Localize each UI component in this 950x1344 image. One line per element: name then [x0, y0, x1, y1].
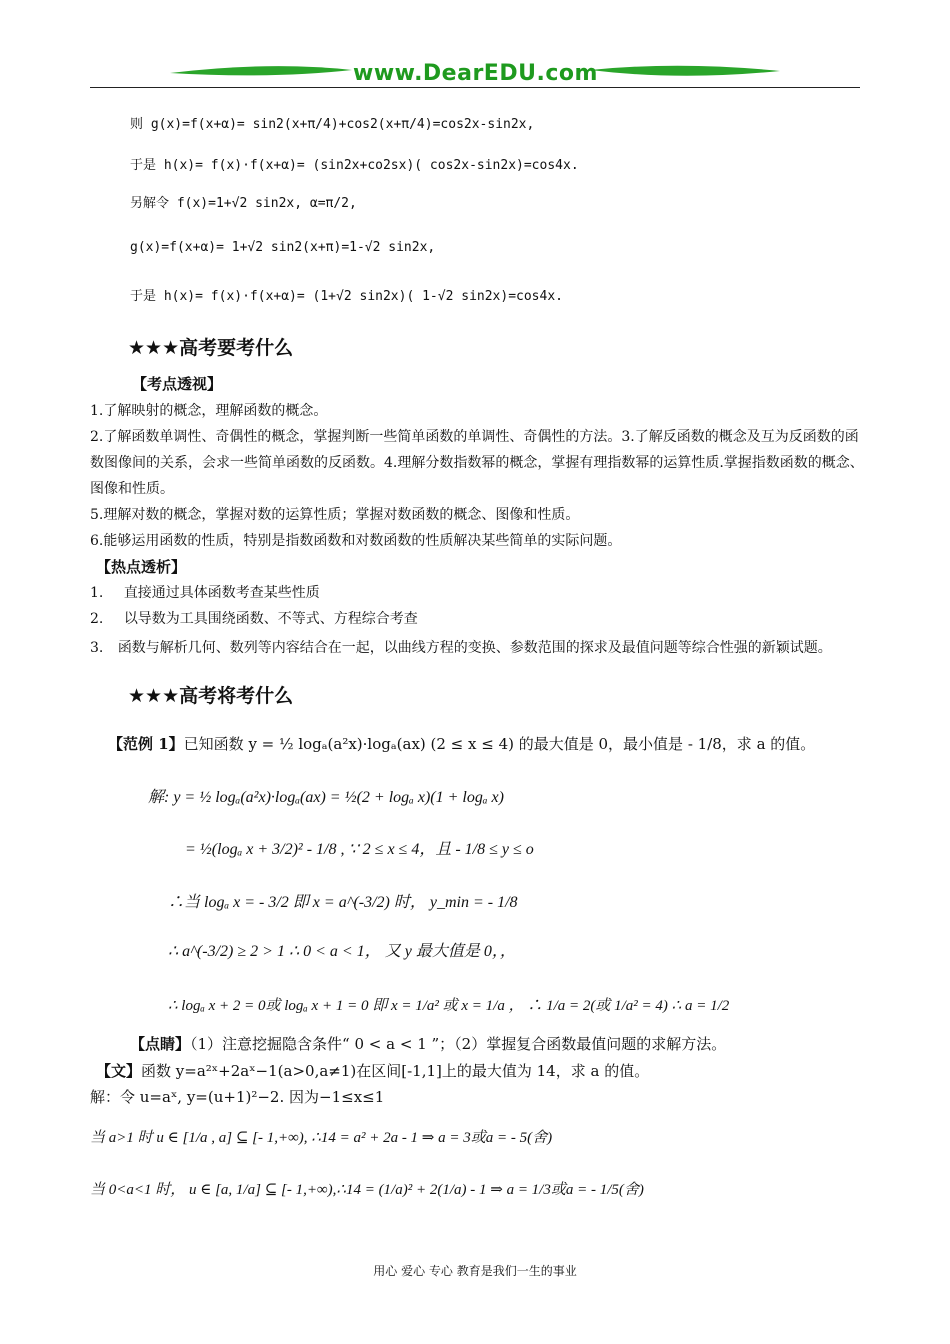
hot-topic-text: 以导数为工具围绕函数、不等式、方程综合考查: [123, 611, 418, 627]
wen-label: 【文】: [96, 1062, 142, 1080]
page-footer: 用心 爱心 专心 教育是我们一生的事业: [373, 1264, 577, 1278]
hot-topic-text: 直接通过具体函数考查某些性质: [123, 585, 320, 601]
hot-topic-item: [90, 635, 865, 661]
solution-line-1: [130, 115, 534, 135]
hot-topic-text: 函数与解析几何、数列等内容结合在一起，以曲线方程的变换、参数范围的探求及最值问题等综合性强的新颖试题。: [117, 640, 832, 656]
solution-line-2: 于是 h(x)= f(x)·f(x+α)= (sin2x+co2sx)( cos2x-sin2x)=cos4x.: [130, 158, 579, 173]
example-label: 【范例 1】: [108, 735, 184, 753]
key-point-item: 1.了解映射的概念，理解函数的概念。: [90, 403, 328, 419]
subheading-hot-topics: 【热点透析】: [96, 558, 187, 576]
solution-line-5: 于是 h(x)= f(x)·f(x+α)= (1+√2 sin2x)( 1-√2 sin2x)=cos4x.: [130, 289, 563, 304]
example-solution-line-5: ∴ logₐ x + 2 = 0或 logₐ x + 1 = 0 即 x = 1/a² 或 x = 1/a ， ∴ 1/a = 2(或 1/a² = 4) ∴ a = 1/2: [168, 998, 730, 1014]
wen-case-a-between-0-1: 当 0<a<1 时， u ∈ [a, 1/a] ⊆ [- 1,+∞),∴14 = (1/a)² + 2(1/a) - 1 ⇒ a = 1/3或a = - 1/5(舍): [90, 1182, 644, 1198]
wen-solution-intro: 解：令 u=aˣ, y=(u+1)²−2. 因为−1≤x≤1: [90, 1088, 385, 1106]
key-insight: [130, 1034, 726, 1054]
key-point-item: 6.能够运用函数的性质，特别是指数函数和对数函数的性质解决某些简单的实际问题。: [90, 533, 622, 549]
example-solution-line-2: = ½(logₐ x + 3/2)² - 1/8 , ∵ 2 ≤ x ≤ 4，且 - 1/8 ≤ y ≤ o: [185, 841, 534, 858]
wen-statement: 函数 y=a²ˣ+2aˣ−1(a>0,a≠1)在区间[-1,1]上的最大值为 14，求 a 的值。: [141, 1062, 650, 1080]
header-rule: [90, 87, 860, 88]
example-statement: 已知函数 y = ½ logₐ(a²x)·logₐ(ax) (2 ≤ x ≤ 4) 的最大值是 0，最小值是 - 1/8，求 a 的值。: [183, 735, 816, 753]
header-site-name[interactable]: www.DearEDU.com: [353, 61, 598, 86]
wen-problem: [96, 1061, 649, 1081]
hot-topic-number: 1.: [90, 585, 104, 601]
key-point-item: 5.理解对数的概念，掌握对数的运算性质；掌握对数函数的概念、图像和性质。: [90, 507, 580, 523]
key-insight-label: 【点睛】: [130, 1035, 191, 1053]
hot-topic-item: [90, 609, 418, 629]
example-solution-line-4: ∴ a^(-3/2) ≥ 2 > 1 ∴ 0 < a < 1， 又 y 最大值是 0，，: [168, 943, 516, 960]
wen-case-a-greater-1: 当 a>1 时 u ∈ [1/a , a] ⊆ [- 1,+∞), ∴14 = a² + 2a - 1 ⇒ a = 3或a = - 5(舍): [90, 1130, 553, 1146]
subheading-key-points: 【考点透视】: [132, 375, 223, 393]
solution-line-3: 另解令 f(x)=1+√2 sin2x, α=π/2,: [130, 196, 357, 211]
hot-topic-number: 3.: [90, 640, 104, 656]
solution-line-4: g(x)=f(x+α)= 1+√2 sin2(x+π)=1-√2 sin2x,: [130, 240, 436, 255]
example-solution-line-3: ∴当 logₐ x = - 3/2 即 x = a^(-3/2) 时， y_min = - 1/8: [168, 894, 518, 911]
key-insight-text: （1）注意挖掘隐含条件“ 0 < a < 1 ”；（2）掌握复合函数最值问题的求解方法。: [190, 1035, 727, 1053]
hot-topic-item: [90, 583, 320, 603]
hot-topic-number: 2.: [90, 611, 104, 627]
section-title-exam-requirements: ★★★高考要考什么: [128, 337, 294, 359]
section-title-exam-will-test: ★★★高考将考什么: [128, 685, 294, 707]
example-solution-line-1: 解: y = ½ logₐ(a²x)·logₐ(ax) = ½(2 + logₐ x)(1 + logₐ x): [148, 789, 504, 806]
key-point-item: 2.了解函数单调性、奇偶性的概念，掌握判断一些简单函数的单调性、奇偶性的方法。3.了解反函数的概念及互为反函数的函数图像间的关系，会求一些简单函数的反函数。4.理解分数指数幂的概念，掌握有理指数幂的运算性质.掌握指数函数的概念、图像和性质。: [90, 429, 864, 497]
solution-line-1-text: 则 g(x)=f(x+α)= sin2(x+π/4)+cos2(x+π/4)=cos2x-sin2x,: [130, 117, 535, 132]
example-1: [108, 734, 815, 754]
